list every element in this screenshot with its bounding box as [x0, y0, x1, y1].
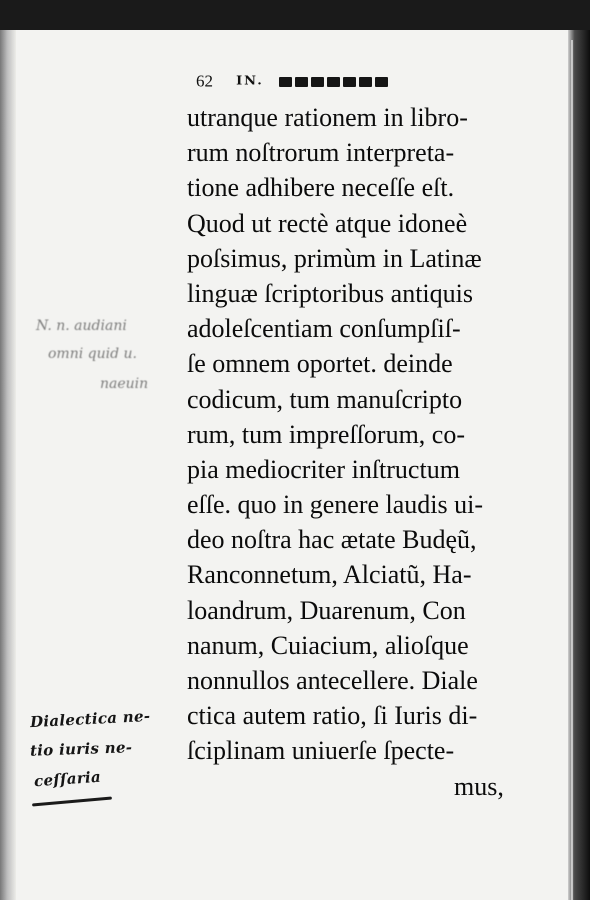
- text-line: rum, tum impreſſorum, co-: [187, 419, 466, 449]
- text-line: mus,: [454, 771, 504, 801]
- running-head-glyph: [375, 77, 388, 87]
- running-head: [196, 71, 391, 93]
- text-line: rum noſtrorum interpreta-: [187, 138, 455, 168]
- text-line: Ranconnetum, Alciatũ, Ha-: [187, 560, 472, 590]
- marginal-note-faded-line-3: naeuin: [100, 376, 149, 392]
- text-line: nanum, Cuiacium, alioſque: [187, 630, 469, 660]
- running-head-glyph: [327, 77, 340, 87]
- text-line: eſſe. quo in genere laudis ui-: [187, 490, 484, 520]
- text-line: tione adhibere neceſſe eſt.: [187, 173, 455, 203]
- text-line: deo noſtra hac ætate Budęũ,: [187, 525, 477, 555]
- page-number: 62: [196, 71, 213, 91]
- running-head-glyph: [279, 77, 292, 87]
- body-text: [187, 100, 549, 804]
- text-line: Quod ut rectè atque idoneè: [187, 208, 468, 238]
- text-line: loandrum, Duarenum, Con: [187, 595, 466, 625]
- text-line: poſsimus, primùm in Latinæ: [187, 243, 482, 273]
- text-line: adoleſcentiam conſumpſiſ-: [187, 314, 461, 344]
- marginal-note-ink-line-1: Dialectica ne-: [29, 706, 151, 732]
- running-head-title: IN.: [236, 74, 264, 89]
- running-head-glyph: [359, 77, 372, 87]
- text-line: codicum, tum manuſcripto: [187, 384, 463, 414]
- running-head-glyph: [295, 77, 308, 87]
- text-line: utranque rationem in libro-: [187, 103, 468, 132]
- marginal-note-faded-line-1: N. n. audiani: [36, 318, 127, 334]
- running-head-illegible-letters: [279, 72, 391, 91]
- marginal-note-ink-line-3: ceſſaria: [33, 767, 102, 791]
- marginal-note-ink-line-2: tio iuris ne-: [29, 738, 133, 760]
- running-head-glyph: [343, 77, 356, 87]
- text-line: ſe omnem oportet. deinde: [187, 349, 453, 379]
- page-edge-crease: [571, 40, 573, 900]
- text-line: ſciplinam uniuerſe ſpecte-: [187, 736, 455, 766]
- text-line: pia mediocriter inſtructum: [187, 454, 460, 484]
- text-line: linguæ ſcriptoribus antiquis: [187, 278, 473, 308]
- running-head-glyph: [311, 77, 324, 87]
- text-line: ctica autem ratio, ſi Iuris di-: [187, 701, 478, 731]
- text-line: nonnullos antecellere. Diale: [187, 666, 478, 695]
- page-gutter-shadow: [0, 30, 16, 900]
- marginal-note-faded-line-2: omni quid u.: [48, 346, 137, 362]
